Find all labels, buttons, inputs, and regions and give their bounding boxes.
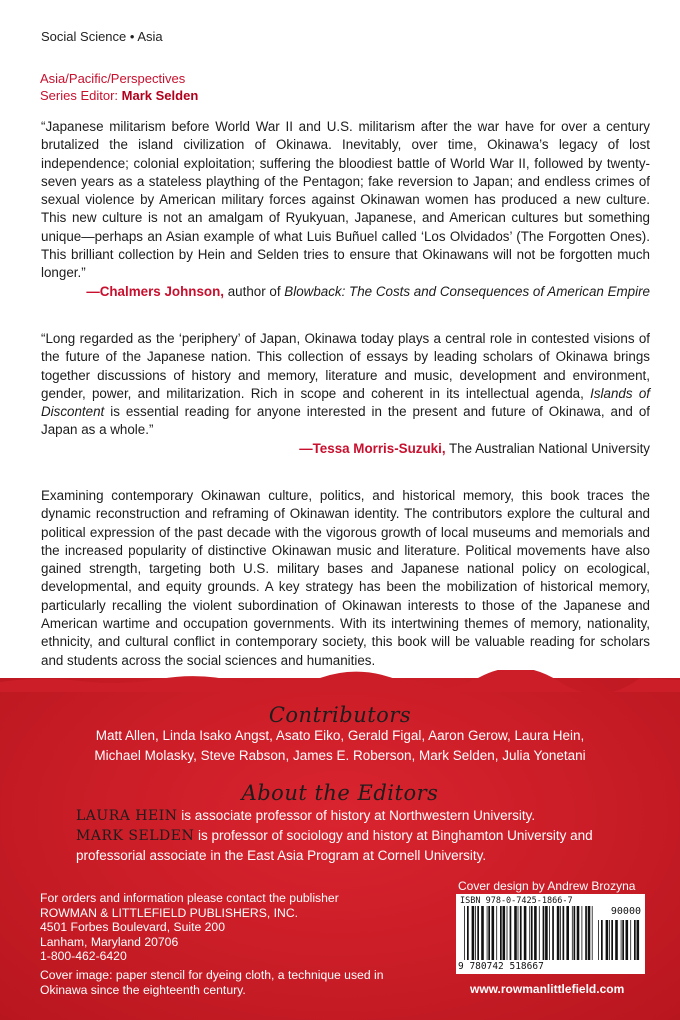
series-editor-name: Mark Selden [121,88,199,103]
barcode-stripe [606,920,609,960]
barcode-stripe [534,906,537,960]
barcode-stripe [552,906,554,960]
contributors-list [60,726,620,766]
barcode-bars-addon [598,920,640,960]
barcode-stripe [560,906,561,960]
publisher-street: 4501 Forbes Boulevard, Suite 200 [40,920,225,934]
barcode-stripe [529,906,530,960]
torn-paper-edge [0,670,680,692]
barcode-stripe [464,906,465,960]
barcode-stripe [503,906,506,960]
quote-johnson-book: Blowback: The Costs and Consequences of American Empire [284,283,650,299]
barcode-stripe [577,906,580,960]
barcode-stripe [467,906,469,960]
editors-bios [76,806,636,865]
barcode-stripe [611,920,613,960]
barcode-stripe [518,906,519,960]
barcode-stripe [488,906,490,960]
editor-hein-name: LAURA HEIN [76,808,178,824]
series-info [40,70,198,104]
quote-morris-suzuki-text [41,330,650,440]
barcode-stripe [585,906,587,960]
quote-morris-suzuki [41,330,650,458]
barcode-stripe [496,906,497,960]
barcode-stripe [510,906,512,960]
price-code: 90000 [610,906,641,917]
barcode-stripe [549,906,550,960]
barcode-stripe [572,906,573,960]
barcode-stripe [531,906,533,960]
publisher-city: Lanham, Maryland 20706 [40,934,179,949]
barcode-stripe [630,920,631,960]
quote-morris-suzuki-attribution [41,440,650,458]
barcode-stripe [477,906,479,960]
publisher-website[interactable]: www.rowmanlittlefield.com [470,982,625,996]
orders-line-1: For orders and information please contact the publisher [40,891,339,905]
quote-johnson-attribution [41,283,650,301]
barcode-stripe [487,906,488,960]
editor-hein [76,806,636,826]
barcode-stripe [574,906,576,960]
isbn-barcode [456,894,645,974]
quote-ms-affiliation: The Australian National University [449,440,650,456]
series-name: Asia/Pacific/Perspectives [40,71,186,86]
barcode-stripe [475,906,476,960]
barcode-stripe [621,920,622,960]
barcode-stripe [588,906,591,960]
quote-ms-text-after: is essential reading for anyone interested in the present and future of Okinawa, and of Japan as a whole.” [41,404,650,438]
publisher-phone: 1-800-462-6420 [40,949,127,963]
barcode-stripe [539,906,540,960]
editor-selden [76,826,636,846]
barcode-stripe [520,906,522,960]
contributors-line-1: Matt Allen, Linda Isako Angst, Asato Eiko, Gerald Figal, Aaron Gerow, Laura Hein, [95,728,585,743]
cover-image-line-1: Cover image: paper stencil for dyeing cloth, a technique used in [40,968,384,982]
quote-ms-book: Islands of Discontent [41,385,650,420]
barcode-stripe [615,920,618,960]
editor-hein-bio: is associate professor of history at Northwestern University. [181,808,536,823]
editor-selden-bio: is professor of sociology and history at Binghamton University and [197,828,593,843]
barcode-stripe [609,920,610,960]
publisher-contact [40,891,400,964]
barcode-stripe [622,920,624,960]
quote-johnson-author: —Chalmers Johnson, [86,283,224,299]
barcode-stripe [543,906,545,960]
quote-johnson-text: “Japanese militarism before World War II and U.S. militarism after the war have for over a century brutalized the island civilization of Okinawa. Inevitably, over time, Okinawa’s legacy of lost independence; colonial exploitation; suffering the bloodiest battle of World War II, followed by twenty-seven years as a stateless plaything of the Pentagon; fake reversion to Japan; and endless crimes of sexual violence by American military forces against Okinawan women has produced a new culture. This new culture is not an amalgam of Ryukyuan, Japanese, and American cultures but something unique—perhaps an Asian example of what Luis Buñuel called ‘Los Olvidados’ (The Forgotten Ones). This brilliant collection by Hein and Selden tries to ensure that Okinawans will not be forgotten much longer.” [41,119,650,281]
barcode-stripe [545,906,548,960]
barcode-stripe [592,906,593,960]
book-description: Examining contemporary Okinawan culture, politics, and historical memory, this book traces the dynamic reconstruction and reframing of Okinawan identity. The contributors explore the cultural and political expression of the past decade with the vigorous growth of local museums and memorials and the increased popularity of distinctive Okinawan music and literature. Political movements have also gained strength, targeting both U.S. military bases and Japanese national policy on ecological, developmental, and equity grounds. A key strategy has been the mobilization of historical memory, particularly recalling the violent subordination of Okinawan interests to those of the Japanese and American wartime and occupation governments. With its intertwining themes of memory, nationality, ethnicity, and cultural conflict in contemporary society, this book will be valuable reading for scholars and students across the social sciences and humanities. [41,488,650,668]
category-label: Social Science • Asia [41,29,163,44]
isbn-text: ISBN 978-0-7425-1866-7 [460,896,573,906]
cover-image-credit [40,968,420,997]
barcode-stripe [492,906,495,960]
series-editor-line [40,87,198,104]
editor-selden-bio-2: professorial associate in the East Asia Program at Cornell University. [76,848,487,863]
barcode-stripe [557,906,560,960]
barcode-stripe [472,906,475,960]
quote-johnson [41,118,650,301]
quote-ms-text-before: “Long regarded as the ‘periphery’ of Japan, Okinawa today plays a central role in contested visions of the future of the Japanese nation. This collection of essays by leading scholars of Okinawa brings together discussions of history and memory, literature and music, development and environment, gender, power, and militarization. Rich in scope and coherent in its intellectual agenda, [41,331,650,401]
barcode-stripe [566,906,569,960]
quote-johnson-affiliation: author of [227,283,281,299]
barcode-stripe [582,906,583,960]
cover-design-credit: Cover design by Andrew Brozyna [458,879,636,893]
editors-heading: About the Editors [241,781,439,805]
publisher-name: ROWMAN & LITTLEFIELD PUBLISHERS, INC. [40,905,299,920]
barcode-digits: 9 780742 518667 [458,961,544,972]
barcode-stripe [598,920,599,960]
barcode-stripe [514,906,517,960]
barcode-stripe [524,906,527,960]
barcode-stripe [626,920,629,960]
barcode-stripe [563,906,565,960]
editor-selden-name: MARK SELDEN [76,828,195,844]
barcode-stripe [500,906,502,960]
contributors-heading: Contributors [268,703,412,727]
barcode-bars-main [464,906,594,960]
quote-ms-author: —Tessa Morris-Suzuki, [299,440,446,456]
barcode-stripe [634,920,636,960]
barcode-stripe [637,920,640,960]
barcode-stripe [601,920,603,960]
barcode-stripe [507,906,508,960]
series-editor-label: Series Editor: [40,88,119,103]
contributors-line-2: Michael Molasky, Steve Rabson, James E. Roberson, Mark Selden, Julia Yonetani [94,748,586,763]
cover-image-line-2: Okinawa since the eighteenth century. [40,982,246,997]
barcode-stripe [481,906,484,960]
